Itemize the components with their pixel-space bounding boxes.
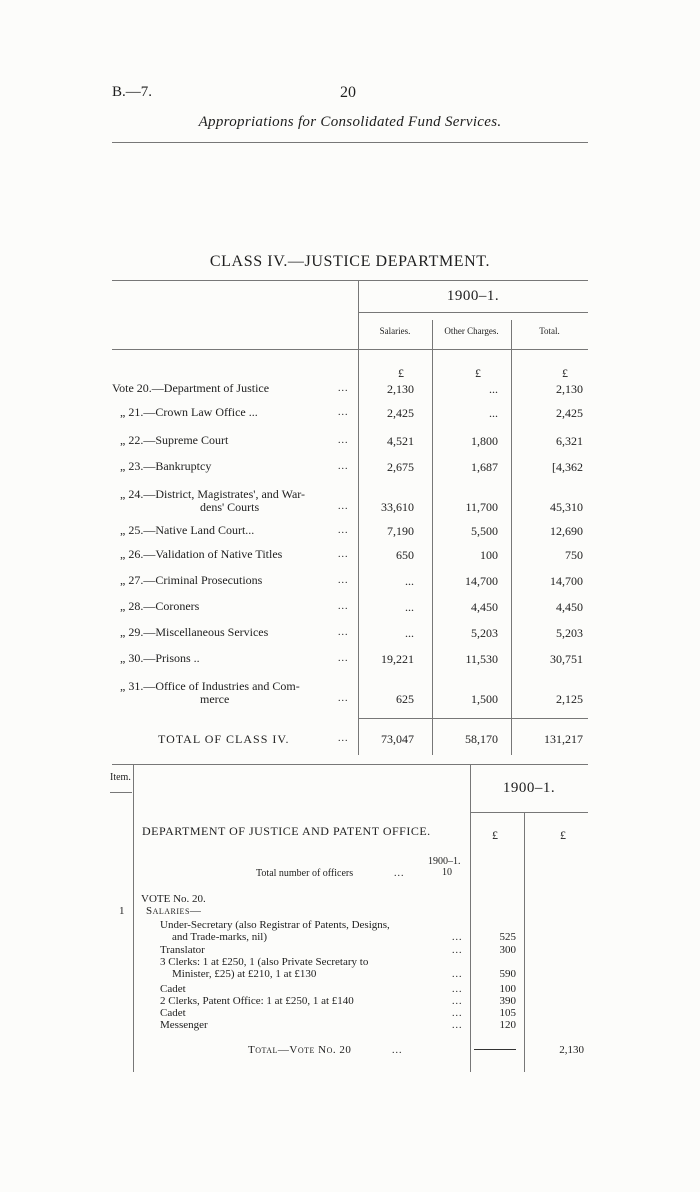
- header-rule: [112, 142, 588, 143]
- amount-divider-2: [524, 812, 525, 1072]
- table-divider-label: [358, 280, 359, 755]
- total-value: 30,751: [550, 652, 583, 666]
- leader-dots: ...: [338, 407, 349, 418]
- currency-total: £: [562, 366, 568, 380]
- column-header-rule: [112, 349, 588, 350]
- salary-amount: 590: [499, 968, 516, 980]
- vote-total-amount: 2,130: [559, 1044, 584, 1056]
- estimate-year: 1900–1.: [502, 780, 556, 796]
- subtotal-rule: [474, 1049, 516, 1050]
- vote-label: „ 28.—Coroners: [120, 599, 200, 613]
- total-value: 750: [565, 548, 583, 562]
- total-value: 14,700: [550, 574, 583, 588]
- leader-dots: ...: [338, 627, 349, 638]
- total-value: 4,450: [556, 600, 583, 614]
- salary-amount: 300: [499, 944, 516, 956]
- total-value: 2,125: [556, 692, 583, 706]
- class-total-total: 131,217: [544, 732, 583, 746]
- leader-dots: ...: [452, 984, 463, 995]
- vote-label: „ 29.—Miscellaneous Services: [120, 625, 269, 639]
- currency-col-2: £: [560, 828, 566, 842]
- document-section-code: B.—7.: [112, 84, 153, 100]
- vote-title: VOTE No. 20.: [141, 893, 206, 905]
- salary-line: 3 Clerks: 1 at £250, 1 (also Private Secretary to: [160, 956, 369, 968]
- vote-label: „ 21.—Crown Law Office ...: [120, 405, 258, 419]
- officers-count: 10: [442, 867, 452, 878]
- other-charges-value: 11,530: [465, 652, 498, 666]
- vote-label: „ 22.—Supreme Court: [120, 433, 229, 447]
- currency-salaries: £: [398, 366, 404, 380]
- salaries-heading: Salaries—: [146, 905, 202, 917]
- class-total-label: TOTAL OF CLASS IV.: [158, 732, 290, 746]
- other-charges-value: 14,700: [465, 574, 498, 588]
- other-charges-value: 1,800: [471, 434, 498, 448]
- item-header-rule: [110, 792, 132, 793]
- leader-dots: ...: [338, 693, 349, 704]
- salaries-value: 2,130: [387, 382, 414, 396]
- year-rule: [358, 312, 588, 313]
- class-title: CLASS IV.—JUSTICE DEPARTMENT.: [209, 253, 491, 270]
- salaries-value: 650: [396, 548, 414, 562]
- salaries-value: ...: [405, 600, 414, 614]
- salaries-value: 7,190: [387, 524, 414, 538]
- leader-dots: ...: [452, 1020, 463, 1031]
- other-charges-value: 5,203: [471, 626, 498, 640]
- column-header-other-charges: Other Charges.: [444, 326, 499, 336]
- leader-dots: ...: [452, 932, 463, 943]
- leader-dots: ...: [338, 525, 349, 536]
- leader-dots: ...: [338, 501, 349, 512]
- vote-label-continued: dens' Courts: [200, 500, 260, 514]
- other-charges-value: 1,687: [471, 460, 498, 474]
- leader-dots: ...: [338, 733, 349, 744]
- vote-label: „ 25.—Native Land Court...: [120, 523, 255, 537]
- salaries-value: 2,425: [387, 406, 414, 420]
- salary-line: Translator: [160, 944, 205, 956]
- total-value: 12,690: [550, 524, 583, 538]
- leader-dots: ...: [452, 996, 463, 1007]
- salary-amount: 525: [499, 931, 516, 943]
- salary-line: Messenger: [160, 1019, 208, 1031]
- salary-line: Cadet: [160, 1007, 186, 1019]
- salaries-value: 33,610: [381, 500, 414, 514]
- salary-line: 2 Clerks, Patent Office: 1 at £250, 1 at £140: [160, 995, 354, 1007]
- salary-amount: 100: [499, 983, 516, 995]
- column-header-total: Total.: [539, 326, 560, 336]
- salary-amount: 105: [499, 1007, 516, 1019]
- page-subtitle: Appropriations for Consolidated Fund Services.: [198, 114, 502, 130]
- officers-year: 1900–1.: [428, 856, 461, 867]
- vote-label: „ 26.—Validation of Native Titles: [120, 547, 283, 561]
- item-column-header: Item.: [110, 772, 131, 783]
- item-number: 1: [119, 905, 125, 917]
- table-year: 1900–1.: [446, 288, 500, 304]
- page-number: 20: [340, 84, 356, 101]
- currency-col-1: £: [492, 828, 498, 842]
- leader-dots: ...: [338, 653, 349, 664]
- salaries-value: ...: [405, 574, 414, 588]
- total-value: [4,362: [552, 460, 583, 474]
- salary-line-continued: and Trade-marks, nil): [172, 931, 268, 943]
- item-divider: [133, 764, 134, 1072]
- vote-label: „ 30.—Prisons ..: [120, 651, 200, 665]
- class-total-other: 58,170: [465, 732, 498, 746]
- total-value: 5,203: [556, 626, 583, 640]
- salaries-value: ...: [405, 626, 414, 640]
- table-top-rule: [112, 280, 588, 281]
- salaries-value: 19,221: [381, 652, 414, 666]
- total-value: 2,425: [556, 406, 583, 420]
- currency-other: £: [475, 366, 481, 380]
- salary-line: Under-Secretary (also Registrar of Patents, Designs,: [160, 919, 390, 931]
- vote-label: „ 31.—Office of Industries and Com-: [120, 679, 300, 693]
- vote-label: „ 27.—Criminal Prosecutions: [120, 573, 263, 587]
- total-value: 45,310: [550, 500, 583, 514]
- leader-dots: ...: [392, 1045, 403, 1056]
- leader-dots: ...: [338, 435, 349, 446]
- estimate-top-rule: [112, 764, 588, 765]
- class-total-salaries: 73,047: [381, 732, 414, 746]
- salary-line: Cadet: [160, 983, 186, 995]
- department-title: DEPARTMENT OF JUSTICE AND PATENT OFFICE.: [142, 824, 431, 838]
- vote-label: Vote 20.—Department of Justice: [112, 381, 270, 395]
- salaries-value: 2,675: [387, 460, 414, 474]
- leader-dots: ...: [338, 461, 349, 472]
- leader-dots: ...: [338, 383, 349, 394]
- total-value: 2,130: [556, 382, 583, 396]
- salaries-value: 4,521: [387, 434, 414, 448]
- vote-label-continued: merce: [200, 692, 230, 706]
- total-value: 6,321: [556, 434, 583, 448]
- leader-dots: ...: [338, 549, 349, 560]
- leader-dots: ...: [338, 575, 349, 586]
- other-charges-value: 1,500: [471, 692, 498, 706]
- salary-line-continued: Minister, £25) at £210, 1 at £130: [172, 968, 317, 980]
- salary-amount: 120: [499, 1019, 516, 1031]
- officers-label: Total number of officers: [256, 868, 354, 879]
- other-charges-value: 11,700: [465, 500, 498, 514]
- amount-divider-1: [470, 764, 471, 1072]
- leader-dots: ...: [452, 969, 463, 980]
- vote-total-label: Total—Vote No. 20: [248, 1044, 352, 1056]
- other-charges-value: 5,500: [471, 524, 498, 538]
- other-charges-value: ...: [489, 382, 498, 396]
- leader-dots: ...: [452, 945, 463, 956]
- salaries-value: 625: [396, 692, 414, 706]
- leader-dots: ...: [394, 868, 405, 879]
- total-rule: [358, 718, 588, 719]
- leader-dots: ...: [338, 601, 349, 612]
- vote-label: „ 24.—District, Magistrates', and War-: [120, 487, 306, 501]
- other-charges-value: 4,450: [471, 600, 498, 614]
- vote-label: „ 23.—Bankruptcy: [120, 459, 212, 473]
- leader-dots: ...: [452, 1008, 463, 1019]
- estimate-year-rule: [470, 812, 588, 813]
- column-header-salaries: Salaries.: [379, 326, 411, 336]
- other-charges-value: ...: [489, 406, 498, 420]
- other-charges-value: 100: [480, 548, 498, 562]
- salary-amount: 390: [499, 995, 516, 1007]
